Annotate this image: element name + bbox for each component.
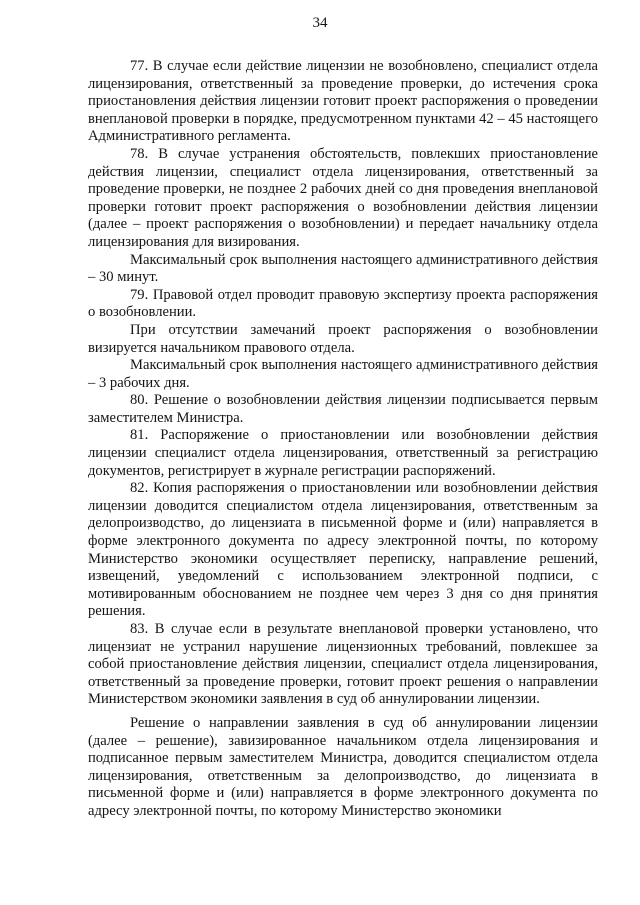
paragraph-79: 79. Правовой отдел проводит правовую экспертизу проекта распоряжения о возобновлении. [88,286,598,321]
paragraph-83: 83. В случае если в результате внеплановой проверки установлено, что лицензиат не устранил нарушение лицензионных требований, повлекшее за собой приостановление действия лицензии, специалист отдела лицензирования, ответственный за проведение проверки, готовит проект решения о направлении Министерством экономики заявления в суд об аннулировании лицензии. [88,621,598,708]
paragraph-81: 81. Распоряжение о приостановлении или возобновлении действия лицензии специалист отдела лицензирования, ответственный за регистрацию документов, регистрирует в журнале регистрации распоряжений. [88,427,598,479]
paragraph-79-approval: При отсутствии замечаний проект распоряжения о возобновлении визируется начальником правового отдела. [88,321,598,356]
paragraph-83-decision: Решение о направлении заявления в суд об аннулировании лицензии (далее – решение), завизированное начальником отдела лицензирования и подписанное первым заместителем Министра, доводится специалистом отдела лицензирования, ответственным за делопроизводство, до лицензиата в письменной форме и (или) направляется в форме электронного документа по адресу электронной почты, по которому Министерство экономики [88,714,598,819]
page-number: 34 [312,15,328,31]
paragraph-82: 82. Копия распоряжения о приостановлении или возобновлении действия лицензии доводится специалистом отдела лицензирования, ответственным за делопроизводство, до лицензиата в письменной форме и (или) направляется в форме электронного документа по адресу электронной почты, по которому Министерство экономики осуществляет переписку, направление решений, извещений, уведомлений с использованием электронной подписи, с мотивированным обоснованием не позднее чем через 3 дня со дня принятия решения. [88,480,598,620]
paragraph-77: 77. В случае если действие лицензии не возобновлено, специалист отдела лицензирования, ответственный за проведение проверки, до истечения срока приостановления действия лицензии готовит проект распоряжения о проведении внеплановой проверки в порядке, предусмотренном пунктами 42 – 45 настоящего Административного регламента. [88,58,598,145]
paragraph-80: 80. Решение о возобновлении действия лицензии подписывается первым заместителем Министра. [88,392,598,426]
document-body [88,58,598,821]
paragraph-78: 78. В случае устранения обстоятельств, повлекших приостановление действия лицензии, специалист отдела лицензирования, ответственный за проведение проверки, не позднее 2 рабочих дней со дня проведения внеплановой проверки готовит проект распоряжения о возобновлении действия лицензии (далее – проект распоряжения о возобновлении) и передает начальнику отдела лицензирования для визирования. [88,145,598,250]
paragraph-79-deadline: Максимальный срок выполнения настоящего административного действия – 3 рабочих дня. [88,357,598,391]
paragraph-78-deadline: Максимальный срок выполнения настоящего административного действия – 30 минут. [88,251,598,286]
